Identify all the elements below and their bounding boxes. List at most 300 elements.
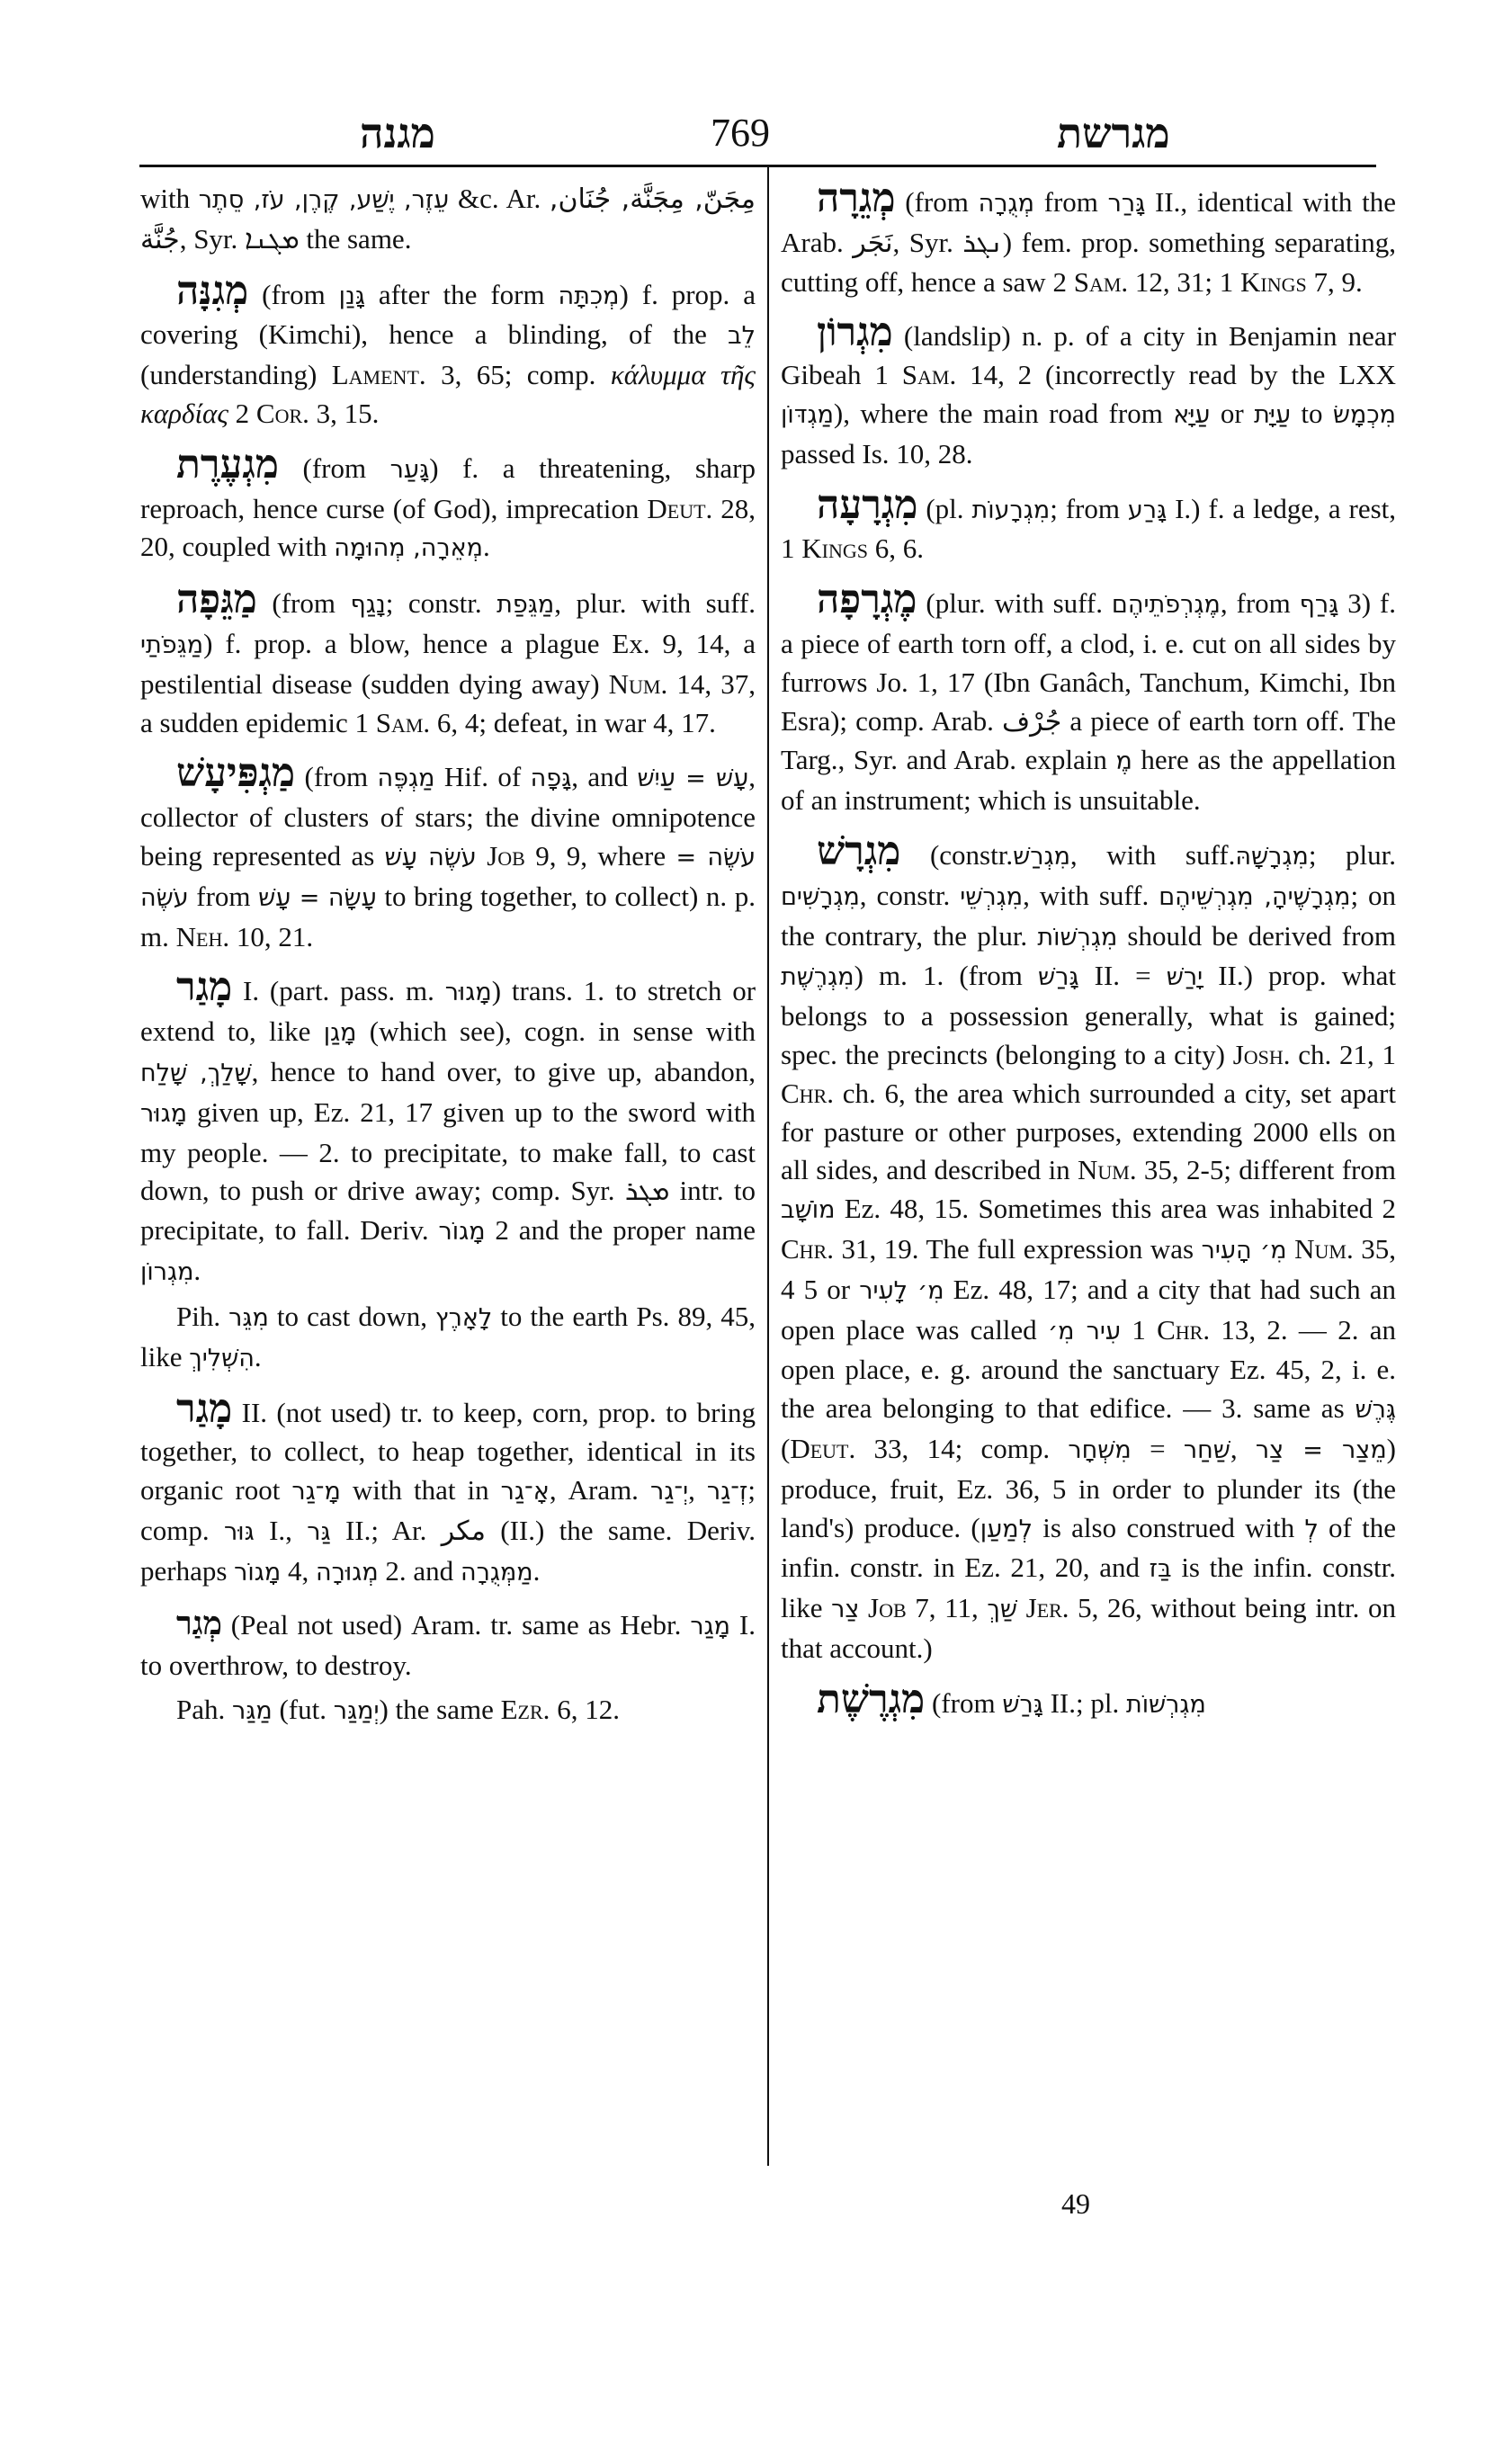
headword: מִגְרָשׁ	[817, 827, 901, 874]
entry-text: — 2.	[268, 1136, 352, 1168]
entry-text	[492, 1301, 500, 1332]
entry-text: or	[721, 975, 756, 1007]
entry-text: I.)	[1167, 492, 1209, 524]
italic-gloss: f. a ledge, a rest	[1208, 492, 1390, 524]
italic-gloss: constr.	[407, 587, 482, 620]
dictionary-entry-migrash	[781, 827, 1397, 1668]
entry-text: 3, 15.	[309, 397, 380, 429]
italic-gloss: a blinding	[474, 318, 601, 351]
entry-text: (from	[278, 452, 390, 484]
hebrew-form: מָגַר	[690, 1613, 731, 1641]
headword: מָגַר	[176, 1386, 233, 1433]
italic-gloss: suff.	[1052, 587, 1104, 620]
entry-text: 31, 19. The full expression was	[834, 1232, 1202, 1265]
dictionary-entry-magar-aram	[140, 1605, 756, 1685]
hebrew-form: מַגַּר	[232, 1696, 273, 1725]
entry-text: a piece of earth torn off. The Targ., Syr. and Arab. explain	[781, 704, 1396, 776]
entry-text: 10, 21.	[229, 920, 314, 952]
hebrew-form: גָּרַף	[1299, 591, 1339, 620]
italic-gloss: Pah.	[176, 1693, 226, 1725]
hebrew-form: גָּרַע	[1127, 496, 1168, 524]
book-reference: Ezr.	[500, 1693, 550, 1725]
hebrew-form: מְגֻרָה	[978, 190, 1034, 218]
book-reference: Kings	[801, 532, 868, 565]
hebrew-form: גַּר	[307, 1517, 331, 1546]
italic-gloss: plur.	[576, 587, 627, 620]
entry-text: (	[900, 838, 940, 871]
entry-text: here as the appellation of an instrument; which is unsuitable.	[781, 744, 1396, 817]
entry-text: intr. to precipitate, to fall. Deriv.	[140, 1175, 756, 1247]
entry-text: ; on the contrary, the	[781, 879, 1397, 952]
hebrew-form: מִגְרַשׁ	[1013, 842, 1070, 871]
entry-text: II., identical with the Arab.	[781, 186, 1396, 258]
hebrew-form: זְ־גַר	[706, 1477, 748, 1506]
italic-gloss: Pih.	[176, 1300, 221, 1332]
entry-text: of a city in Benjamin near Gibeah 1	[781, 320, 1397, 391]
entry-text: 2 and the proper name	[485, 1214, 756, 1247]
entry-text: 1	[347, 706, 376, 738]
entry-text: 7, 11,	[906, 1592, 988, 1624]
headword: מְגֵרָה	[817, 175, 896, 221]
hebrew-form: מִגְרָשֶׁיהָ, מִגְרְשֵׁיהֶם	[1159, 882, 1351, 911]
entry-text: II.;	[1042, 1686, 1091, 1719]
entry-text: ;	[1308, 838, 1346, 871]
right-column	[781, 175, 1397, 1737]
entry-text: (of God),	[384, 492, 506, 524]
hebrew-form: מוֹשָׁב	[781, 1196, 836, 1225]
entry-text: II.; Ar.	[330, 1514, 442, 1546]
entry-text: with	[140, 183, 199, 214]
entry-text: (from	[295, 761, 378, 793]
italic-gloss: the precincts	[845, 1038, 989, 1070]
entry-text: 7, 9.	[1306, 265, 1363, 298]
entry-text: prop. a blow, hence	[241, 627, 501, 659]
italic-gloss: to overthrow, to destroy.	[140, 1650, 412, 1682]
hebrew-form: הִשְׁלִיךְ	[189, 1344, 255, 1373]
dictionary-entry-migresheth	[781, 1676, 1396, 1725]
hebrew-form: בַּז	[1149, 1555, 1172, 1584]
entry-text: 14, 37,	[667, 667, 756, 700]
italic-gloss: n. p.	[1021, 320, 1075, 353]
entry-text: )	[1001, 320, 1022, 353]
headword: מִגְרוֹן	[817, 309, 893, 356]
dictionary-entry-magar-aram-pah	[140, 1691, 756, 1731]
entry-text: or	[1210, 397, 1255, 429]
cognate-form: مكر	[441, 1515, 486, 1547]
italic-gloss: constr.	[939, 838, 1014, 871]
entry-text	[859, 1592, 868, 1623]
hebrew-form: יְ־גַר	[649, 1477, 689, 1506]
page-number: 769	[711, 111, 770, 155]
italic-gloss: to hand over, to give up, abandon	[347, 1055, 749, 1087]
italic-gloss: Ibn Ganâch, Tanchum, Kimchi, Ibn Esra	[781, 666, 1397, 737]
italic-gloss: plur.	[935, 587, 986, 620]
italic-gloss: tr. to keep	[400, 1397, 516, 1429]
hebrew-form: מִכְמָשׂ	[1332, 400, 1396, 429]
entry-text: prop. something separating, cutting off, hence	[781, 226, 1396, 298]
entry-text: (Peal not used)	[221, 1609, 411, 1641]
italic-gloss: given up to the sword with my people.	[140, 1095, 756, 1168]
book-reference: Kings	[1240, 265, 1307, 298]
entry-text: &c. Ar.	[449, 183, 550, 214]
left-column	[140, 180, 756, 1744]
entry-text: , identical in its organic root	[140, 1435, 756, 1506]
italic-gloss: fut.	[288, 1693, 327, 1725]
entry-text: )	[429, 452, 463, 484]
book-reference: Deut.	[790, 1432, 856, 1464]
entry-text: )	[203, 627, 226, 659]
entry-text: prop. a covering (	[140, 278, 756, 351]
italic-gloss: a saw	[982, 265, 1046, 298]
italic-gloss: an open place	[781, 1313, 1396, 1386]
dictionary-entry-magar-2	[140, 1386, 756, 1592]
hebrew-form: שַׁךְ	[987, 1596, 1017, 1624]
entry-text	[1287, 1233, 1295, 1265]
entry-text: 6, 4;	[430, 706, 494, 738]
italic-gloss: a sudden epidemic	[140, 706, 348, 738]
italic-gloss: plur.	[977, 919, 1028, 952]
entry-text: =	[1131, 1432, 1184, 1464]
italic-gloss: to the earth	[500, 1300, 629, 1332]
hebrew-form: מִשְׁחָר	[1068, 1435, 1132, 1464]
cognate-form: جُرْف	[1002, 705, 1062, 738]
entry-text	[269, 1301, 277, 1332]
entry-text: )	[689, 880, 706, 912]
entry-text: 1. (from	[907, 960, 1039, 992]
dictionary-entry-magpiash	[140, 750, 756, 956]
hebrew-form: מִגְרְשֵׁי	[960, 882, 1024, 911]
entry-text: ; comp.	[140, 1473, 756, 1546]
entry-text: Ez. 48, 15. Sometimes this area was inhabited 2	[835, 1193, 1396, 1225]
entry-text: Ez. 48, 17; and a city that had such an open place was called	[781, 1273, 1396, 1346]
entry-text: or	[303, 1175, 348, 1207]
entry-text: )	[1002, 226, 1022, 258]
cognate-form: ܢܓܪ	[962, 227, 1003, 259]
entry-text: a threatening, sharp reproach, hence	[140, 452, 756, 524]
entry-text	[477, 840, 487, 872]
hebrew-form: עֹשֶׂה עָשׁ	[384, 843, 477, 872]
entry-text: 6, 6.	[867, 532, 924, 565]
entry-text: )	[1386, 1432, 1396, 1464]
entry-text: with	[985, 587, 1053, 620]
entry-text: from	[188, 880, 259, 912]
entry-text: (which see), cogn. in sense with	[356, 1015, 756, 1048]
italic-gloss: fem.	[1021, 226, 1072, 258]
book-reference: Chr.	[781, 1232, 834, 1265]
italic-gloss: extend to	[140, 1015, 249, 1048]
entry-text: (sudden dying away)	[352, 667, 609, 700]
hebrew-form: מָגַן	[323, 1019, 357, 1048]
hebrew-form: גָּרַשׁ	[1038, 963, 1079, 992]
hebrew-form: עַיָּת	[1254, 400, 1292, 429]
hebrew-form: עִיר מִ׳	[1047, 1317, 1122, 1346]
entry-text	[327, 1694, 334, 1725]
entry-text: (	[892, 320, 914, 353]
hebrew-form: לְמַעַן	[980, 1515, 1033, 1543]
book-reference: Sam.	[1073, 265, 1129, 298]
entry-text: ,	[420, 1300, 436, 1332]
italic-gloss: suff.	[1185, 838, 1236, 871]
entry-text: 2	[1045, 265, 1074, 298]
hebrew-form: מְכִתָּה	[558, 282, 620, 310]
entry-text: )	[854, 960, 880, 992]
entry-text	[950, 880, 960, 911]
entry-text	[434, 975, 445, 1006]
hebrew-form: מֶגְרְפֹתֵיהֶם	[1111, 591, 1221, 620]
entry-text: ) the same	[379, 1693, 501, 1725]
hebrew-form: עָשָׂה = עָשׁ	[258, 883, 377, 912]
italic-gloss: f.	[225, 627, 242, 659]
hebrew-form: מִגְרָעוֹת	[971, 496, 1051, 524]
entry-text: , of the	[601, 318, 729, 351]
entry-text: (the land's)	[781, 1472, 1397, 1543]
entry-text: ,	[688, 1473, 707, 1506]
hebrew-form: מַמְּגֻרָה	[460, 1558, 533, 1587]
entry-text	[1027, 920, 1037, 952]
column-divider	[767, 167, 769, 2166]
hebrew-form: לָאָרֶץ	[435, 1303, 493, 1332]
italic-gloss: defeat	[493, 706, 562, 738]
entry-text: (	[272, 1693, 289, 1725]
italic-gloss: trans.	[511, 975, 573, 1007]
entry-text: 6, 12.	[550, 1693, 620, 1725]
headword: מִגְרָעָה	[817, 481, 918, 528]
hebrew-form: יָרַשׁ	[1166, 963, 1203, 992]
hebrew-form: מַגֵּפַת	[497, 591, 555, 620]
book-reference: Neh.	[175, 920, 230, 952]
entry-text: .	[483, 531, 490, 563]
hebrew-form: מִגְרְשׁוֹת	[1125, 1690, 1206, 1719]
hebrew-form: שָׁלַךְ, שָׁלַח	[140, 1059, 252, 1087]
italic-gloss: imprecation	[505, 492, 640, 524]
hebrew-form: נָגַף	[350, 591, 386, 620]
right-guide-word: מגרשת	[1057, 109, 1170, 157]
italic-gloss: to cast down	[276, 1300, 421, 1332]
header-rule	[139, 165, 1376, 167]
left-guide-word: מגנה	[360, 109, 435, 157]
entry-text: ,	[748, 1055, 756, 1087]
entry-text: II. =	[1078, 960, 1167, 992]
entry-text: ,	[748, 761, 756, 793]
book-reference: Deut.	[647, 492, 713, 524]
entry-text: ch. 6, the area which surrounded a city, set apart for pasture or other purposes, extending 2000 ells on all sides, and described in	[781, 1077, 1396, 1186]
hebrew-form: גּוּר	[223, 1517, 255, 1546]
book-reference: Job	[487, 839, 525, 872]
entry-text: (from	[256, 587, 351, 620]
hebrew-form: מָגוּר	[140, 1099, 188, 1128]
italic-gloss: pl.	[1090, 1686, 1120, 1719]
italic-gloss: f.	[462, 452, 479, 484]
headword: מָגַר	[176, 964, 233, 1011]
italic-gloss: m.	[879, 960, 908, 992]
entry-text	[1149, 880, 1159, 911]
hebrew-form: גָּפָה	[530, 765, 572, 793]
entry-text: , i. e. cut on all sides by furrows Jo. 1, 17 (	[781, 627, 1396, 698]
entry-text: the same.	[299, 222, 412, 255]
dictionary-entry-continuation	[140, 180, 756, 260]
entry-text: ,	[554, 587, 577, 620]
entry-text: same as Hebr.	[513, 1609, 691, 1641]
entry-text: 3)	[1338, 587, 1380, 620]
entry-text: )	[491, 975, 512, 1007]
hebrew-form: גֶּרֶשׁ	[1355, 1396, 1396, 1425]
entry-text: , and	[571, 761, 638, 793]
dictionary-entry-magar-1-pih	[140, 1298, 756, 1379]
dictionary-entry-megraphah	[781, 577, 1397, 820]
hebrew-form: לְ	[1304, 1515, 1319, 1543]
entry-text: (from	[248, 278, 339, 310]
entry-text: ; the divine omnipotence being represented as	[140, 801, 756, 872]
greek-phrase: κάλυμμα τῆς καρδίας	[140, 359, 756, 429]
book-reference: Num.	[1294, 1232, 1354, 1265]
book-reference: Sam.	[901, 359, 957, 391]
entry-text	[187, 1096, 197, 1128]
italic-gloss: Kimchi	[267, 318, 352, 351]
italic-gloss: f. a piece of earth torn off, a clod	[781, 587, 1396, 659]
hebrew-form: מִגְרָשָׁהּ	[1235, 842, 1309, 871]
entry-text: ), where the main road from	[833, 397, 1174, 429]
entry-text: (	[917, 492, 935, 524]
entry-text: 1.	[572, 975, 615, 1007]
entry-text: ; comp. Syr.	[473, 1175, 625, 1207]
italic-gloss: plur.	[1346, 838, 1396, 871]
dictionary-entry-migraah	[781, 481, 1397, 569]
entry-text	[1103, 587, 1112, 619]
hebrew-form: שַׁחַר	[1183, 1435, 1230, 1464]
entry-text: ch. 21, 1	[1290, 1038, 1396, 1070]
hebrew-form: מֶ	[1115, 747, 1132, 776]
entry-text: , with	[1023, 879, 1099, 911]
entry-text: after the form	[364, 278, 559, 310]
entry-text: (	[917, 587, 935, 620]
entry-text: 12, 31; 1	[1128, 265, 1241, 298]
hebrew-form: גָּנַן	[338, 282, 365, 310]
hebrew-form: מַגֵּפֹתַי	[140, 630, 204, 659]
hebrew-form: מִ׳ הָעִיר	[1201, 1236, 1287, 1265]
hebrew-form: עֵזֶר, יֶשַׁע, קֶרֶן, עֹז, סֵתֶר	[198, 186, 450, 214]
hebrew-form: צַר	[831, 1596, 860, 1624]
entry-text: , Syr.	[892, 226, 963, 258]
hebrew-form: עָשׁ = עַיִשׁ	[637, 765, 749, 793]
entry-text: , like	[248, 1015, 324, 1048]
entry-text: , Ez. 36, 5	[937, 1472, 1078, 1505]
entry-text: 5, 26, without being	[1069, 1592, 1316, 1624]
hebrew-form: מִגְרֶשֶׁת	[781, 963, 854, 992]
italic-gloss: given up	[197, 1095, 298, 1128]
italic-gloss: belonging to a city	[1005, 1038, 1216, 1070]
italic-gloss: produce, fruit	[781, 1472, 938, 1505]
dictionary-entry-maggephah	[140, 577, 756, 742]
entry-text: , in war 4, 17.	[561, 706, 716, 738]
book-reference: Num.	[1078, 1154, 1137, 1186]
headword: מְגַר	[176, 1605, 222, 1643]
entry-text: 4,	[281, 1554, 316, 1587]
entry-text: of the infin. constr. in Ez. 21, 20, and	[781, 1511, 1396, 1584]
hebrew-form: עֹשֶׂה = עֹשֶׂה	[140, 843, 756, 912]
entry-text: with that in	[340, 1473, 501, 1506]
hebrew-form: מַגְפֶּה	[377, 765, 435, 793]
entry-text	[1017, 1592, 1026, 1623]
italic-gloss: part. pass. m.	[279, 975, 434, 1007]
entry-text: )	[307, 359, 332, 391]
dictionary-entry-migereth	[140, 441, 756, 568]
headword: מֶגְרָפָה	[817, 577, 917, 623]
entry-text: (II.) the same. Deriv. perhaps	[140, 1514, 756, 1587]
entry-text: , with	[1069, 838, 1185, 871]
entry-text: ,	[859, 879, 877, 911]
entry-text: Hif. of	[434, 761, 531, 793]
entry-text	[482, 587, 497, 619]
entry-text: (	[988, 1038, 1006, 1070]
italic-gloss: a plague	[500, 627, 600, 659]
entry-text: I.	[730, 1609, 756, 1641]
entry-text: 2	[228, 397, 256, 429]
book-reference: Job	[868, 1592, 907, 1624]
hebrew-form: מִ׳ לָעִיר	[859, 1276, 944, 1305]
book-reference: Josh.	[1232, 1038, 1291, 1070]
entry-text	[1119, 1687, 1126, 1719]
entry-text: (from	[925, 1686, 1003, 1719]
entry-text: 14, 2 (incorrectly read by the LXX	[956, 359, 1396, 391]
entry-text	[220, 1301, 228, 1332]
entry-text: )	[619, 278, 642, 310]
entry-text: (	[961, 1511, 980, 1543]
running-head	[135, 106, 1385, 160]
hebrew-form: מִגְרָשִׁים	[781, 882, 860, 911]
entry-text: , from	[1220, 587, 1300, 620]
entry-text: is the infin. constr. like	[781, 1551, 1396, 1624]
entry-text: (	[140, 359, 150, 391]
hebrew-form: גָּעַר	[389, 455, 430, 484]
italic-gloss: f.	[641, 278, 658, 310]
entry-text: .	[532, 1554, 541, 1587]
italic-gloss: Aram. tr.	[410, 1609, 514, 1641]
entry-text: 35, 2-5; different from	[1136, 1154, 1396, 1186]
dictionary-entry-migron	[781, 309, 1397, 473]
entry-text: 33, 14; comp.	[855, 1432, 1069, 1464]
italic-gloss: a pestilential disease	[140, 627, 756, 700]
entry-text: , Ez. 21, 17	[297, 1095, 443, 1128]
italic-gloss: curse	[326, 492, 385, 524]
entry-text: ); comp. Arab.	[830, 704, 1003, 737]
headword: מַגֵּפָה	[176, 577, 257, 623]
entry-text: , Syr.	[179, 222, 246, 255]
book-reference: Chr.	[1157, 1313, 1211, 1346]
entry-text: I. (	[232, 975, 280, 1007]
entry-text: 13, 2. — 2.	[1210, 1313, 1370, 1346]
italic-gloss: constr.	[876, 879, 951, 911]
dictionary-entry-magar-1	[140, 964, 756, 1292]
italic-gloss: to bring together, to collect, to heap together	[140, 1397, 756, 1468]
entry-text: (	[781, 1432, 791, 1464]
entry-text: I.,	[254, 1514, 308, 1546]
book-reference: Lament.	[331, 359, 426, 391]
entry-text: )	[1215, 1038, 1233, 1070]
entry-text	[225, 1694, 232, 1725]
entry-text: to	[1291, 397, 1333, 429]
book-reference: Sam.	[375, 706, 431, 738]
hebrew-form: יְמַגַּר	[333, 1696, 380, 1725]
cognate-form: نَجَر	[853, 227, 893, 259]
hebrew-form: מִגֵּר	[228, 1303, 269, 1332]
hebrew-form: עַיָּא	[1173, 400, 1211, 429]
headword: מִגְעֶרֶת	[176, 441, 279, 487]
italic-gloss: collector of clusters of stars	[140, 801, 467, 834]
headword: מִגְרֶשֶׁת	[817, 1676, 926, 1722]
entry-text: ), hence	[351, 318, 475, 351]
entry-text: , corn, prop.	[515, 1397, 667, 1429]
hebrew-form: אָ־גַר	[500, 1477, 550, 1506]
